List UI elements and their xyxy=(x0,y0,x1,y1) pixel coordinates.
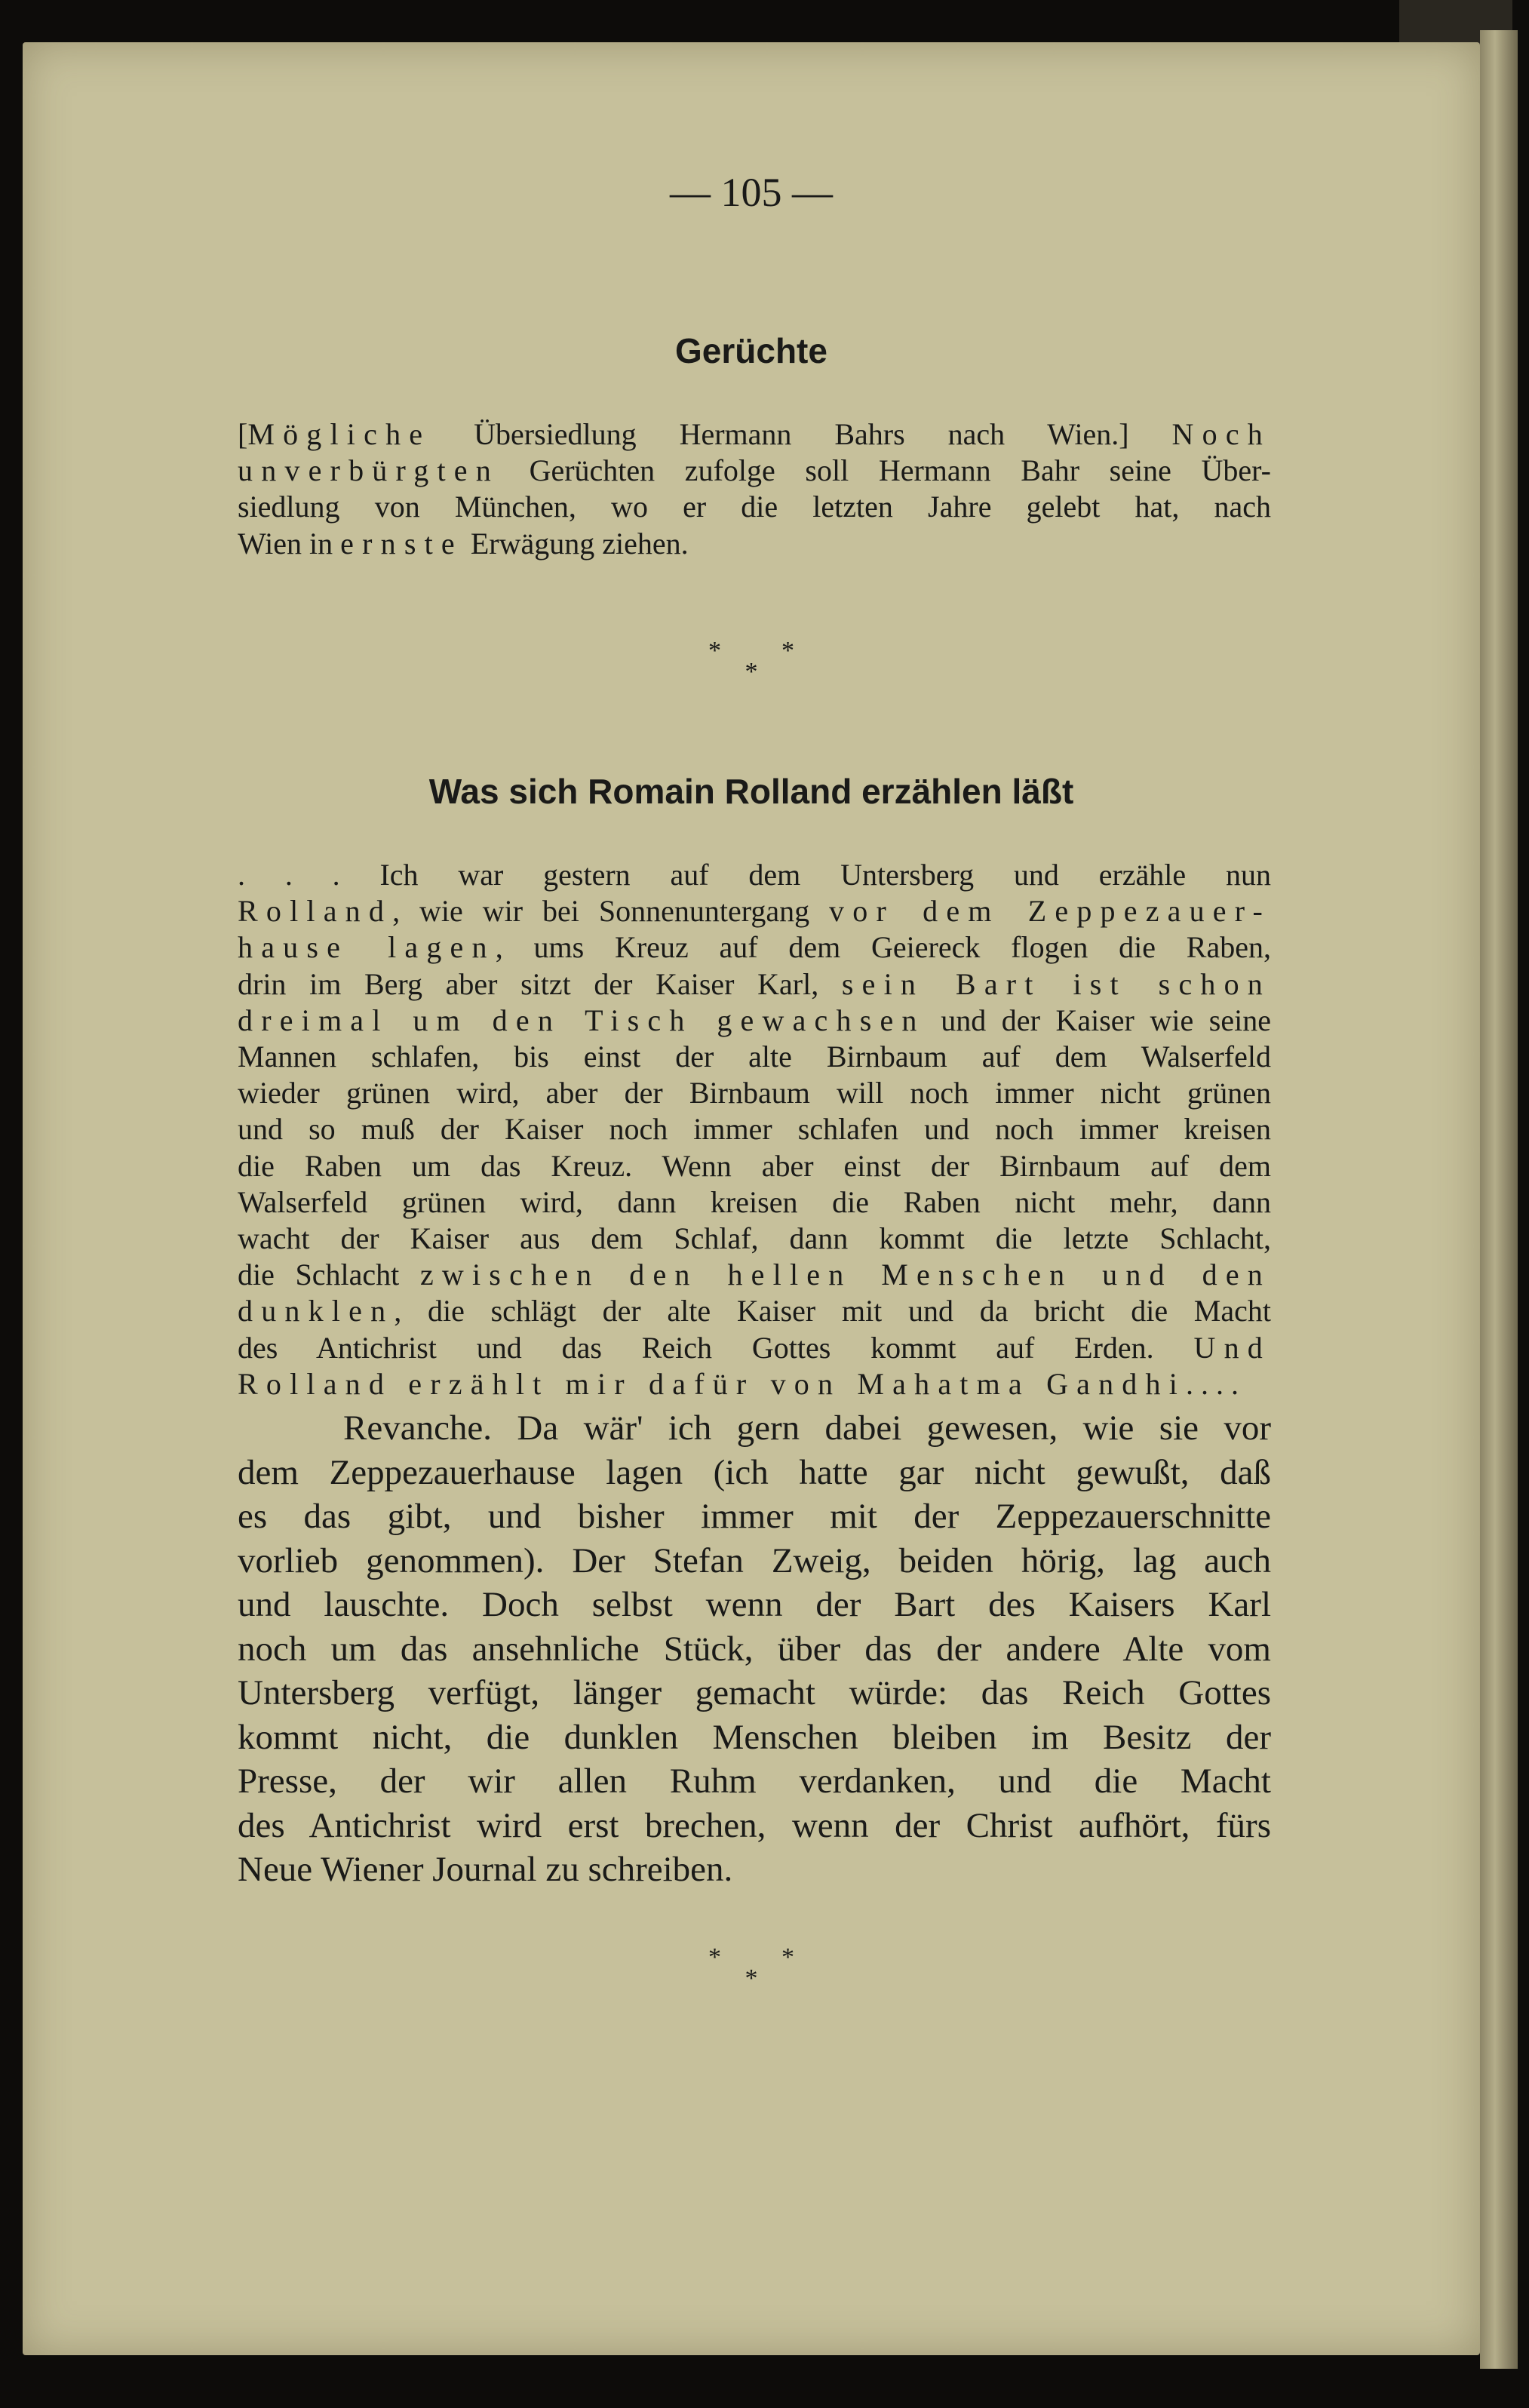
spaced-text: sein Bart ist schon xyxy=(841,966,1271,1001)
text-line: hause lagen, ums Kreuz auf dem Geiereck flogen die Raben, xyxy=(238,930,1271,965)
spaced-text: Mögliche xyxy=(247,417,431,451)
separator-stars-2 xyxy=(23,1943,1480,1993)
text-line: des Antichrist wird erst brechen, wenn der Christ aufhört, fürs xyxy=(238,1805,1271,1845)
text-line: und so muß der Kaiser noch immer schlafen und noch immer kreisen xyxy=(238,1112,1271,1147)
text-line: [Mögliche Übersiedlung Hermann Bahrs nach Wien.] Noch xyxy=(238,417,1271,451)
heading-romain-rolland: Was sich Romain Rolland erzählen läßt xyxy=(428,772,1074,811)
text-line: drin im Berg aber sitzt der Kaiser Karl, sein Bart ist schon xyxy=(238,966,1271,1001)
text-line: es das gibt, und bisher immer mit der Zeppezauerschnitte xyxy=(238,1497,1271,1536)
text-line: Rolland, wie wir bei Sonnenuntergang vor dem Zeppezauer- xyxy=(238,894,1272,929)
text-line: noch um das ansehnliche Stück, über das der andere Alte vom xyxy=(238,1629,1271,1669)
spaced-text: vor dem Zeppezauer- xyxy=(829,894,1272,929)
text-line: vorlieb genommen). Der Stefan Zweig, beiden hörig, lag auch xyxy=(238,1540,1271,1580)
asterism-top: ** xyxy=(708,637,855,665)
spaced-text: Rolland erzählt mir dafür von Mahatma Gandhi xyxy=(238,1366,1187,1401)
quote-rolland xyxy=(238,857,1271,1402)
book-page xyxy=(23,42,1480,2355)
spaced-text: dunklen xyxy=(238,1294,395,1328)
spaced-text: ernste xyxy=(340,526,463,561)
text-line: siedlung von München, wo er die letzten Jahre gelebt hat, nach xyxy=(238,490,1271,524)
text-line: wacht der Kaiser aus dem Schlaf, dann kommt die letzte Schlacht, xyxy=(238,1221,1271,1256)
page-fold-edge xyxy=(1480,30,1518,2369)
text-line: und lauschte. Doch selbst wenn der Bart des Kaisers Karl xyxy=(238,1585,1271,1624)
text-line: des Antichrist und das Reich Gottes kommt auf Erden. Und xyxy=(238,1330,1271,1365)
text-line: dem Zeppezauerhause lagen (ich hatte gar nicht gewußt, daß xyxy=(238,1452,1271,1492)
text-line: Rolland erzählt mir dafür von Mahatma Gandhi. . . . xyxy=(238,1366,1239,1401)
spaced-text: hause lagen xyxy=(238,930,496,965)
text-line: die Schlacht zwischen den hellen Menschen und den xyxy=(238,1258,1271,1292)
spaced-text: dreimal um den Tisch gewachsen xyxy=(238,1003,926,1037)
page-number: — 105 — xyxy=(670,170,833,215)
spaced-text: zwischen den hellen Menschen und den xyxy=(419,1258,1271,1292)
text-line: Walserfeld grünen wird, dann kreisen die Raben nicht mehr, dann xyxy=(238,1184,1271,1219)
asterism-bottom: * xyxy=(745,658,758,686)
separator-stars-1 xyxy=(23,637,1480,686)
paragraph-geruechte xyxy=(238,416,1271,562)
text-line: . . . Ich war gestern auf dem Untersberg und erzähle nun xyxy=(238,858,1271,892)
text-line: Neue Wiener Journal zu schreiben. xyxy=(238,1850,733,1889)
text-line: die Raben um das Kreuz. Wenn aber einst der Birnbaum auf dem xyxy=(238,1148,1271,1183)
asterism-top: ** xyxy=(708,1943,855,1971)
text-line: Presse, der wir allen Ruhm verdanken, und die Macht xyxy=(238,1761,1271,1801)
text-line: Revanche. Da wär' ich gern dabei gewesen, wie sie vor xyxy=(343,1408,1271,1448)
asterism-bottom: * xyxy=(745,1964,758,1992)
text-line: Mannen schlafen, bis einst der alte Birnbaum auf dem Walserfeld xyxy=(238,1040,1271,1074)
text-line: Untersberg verfügt, länger gemacht würde: das Reich Gottes xyxy=(238,1673,1271,1712)
spaced-text: Noch xyxy=(1171,417,1271,451)
spaced-text: Und xyxy=(1193,1330,1271,1365)
text-line: dreimal um den Tisch gewachsen und der Kaiser wie seine xyxy=(238,1003,1271,1037)
heading-geruechte: Gerüchte xyxy=(675,331,827,370)
spaced-text: Rolland xyxy=(238,894,393,929)
text-line: Wien in ernste Erwägung ziehen. xyxy=(238,526,689,561)
text-line: dunklen, die schlägt der alte Kaiser mit und da bricht die Macht xyxy=(238,1294,1271,1328)
commentary-revanche xyxy=(238,1406,1271,1892)
text-line: wieder grünen wird, aber der Birnbaum will noch immer nicht grünen xyxy=(238,1076,1271,1110)
spaced-text: unverbürgten xyxy=(238,453,499,488)
text-line: unverbürgten Gerüchten zufolge soll Hermann Bahr seine Über- xyxy=(238,453,1271,488)
text-line: kommt nicht, die dunklen Menschen bleiben im Besitz der xyxy=(238,1717,1271,1757)
